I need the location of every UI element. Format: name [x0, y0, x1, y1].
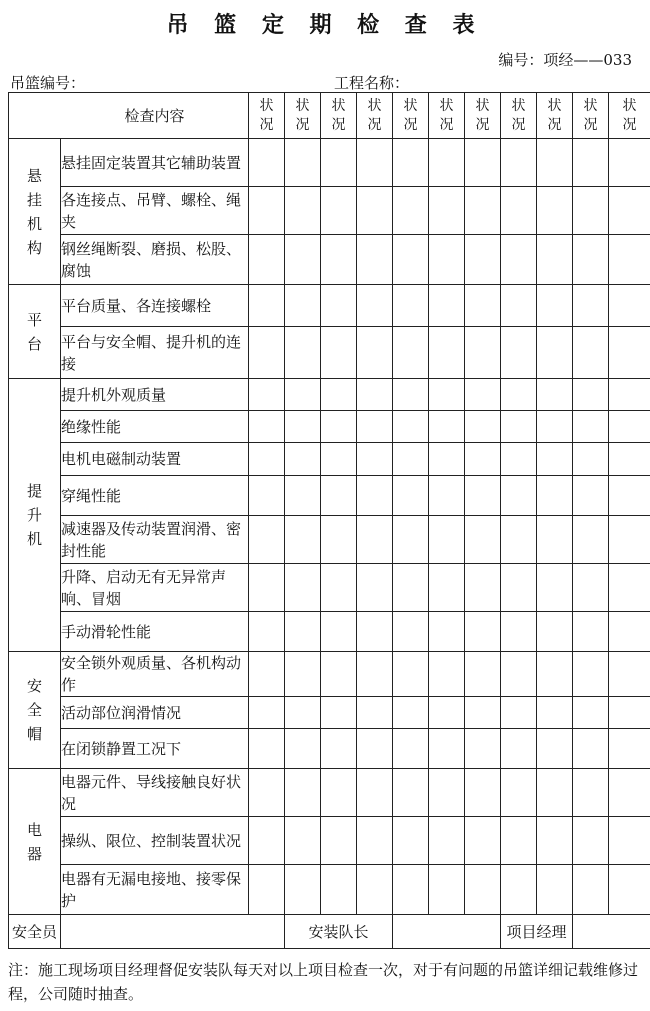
table-row: [9, 564, 650, 612]
status-header-label: 状 况: [547, 97, 562, 133]
status-cell[interactable]: [465, 443, 501, 476]
basket-number-label: 吊篮编号：: [10, 74, 86, 92]
status-cell[interactable]: [357, 564, 393, 612]
status-cell[interactable]: [537, 729, 573, 769]
safety-officer-label: 安全员: [9, 915, 61, 949]
status-cell[interactable]: [249, 139, 285, 187]
status-cell[interactable]: [429, 476, 465, 516]
project-manager-signature[interactable]: [573, 915, 650, 949]
status-cell[interactable]: [285, 612, 321, 652]
status-cell[interactable]: [393, 285, 429, 327]
status-cell[interactable]: [393, 865, 429, 915]
status-cell[interactable]: [393, 612, 429, 652]
status-cell[interactable]: [573, 139, 609, 187]
table-row: [9, 697, 650, 729]
status-cell[interactable]: [465, 769, 501, 817]
status-cell[interactable]: [357, 187, 393, 235]
status-cell[interactable]: [429, 564, 465, 612]
status-cell[interactable]: [537, 769, 573, 817]
table-row: [9, 865, 650, 915]
status-header-cell: [537, 93, 573, 139]
status-cell[interactable]: [393, 379, 429, 411]
table-row: [9, 187, 650, 235]
status-cell[interactable]: [465, 139, 501, 187]
status-cell[interactable]: [465, 187, 501, 235]
status-cell[interactable]: [429, 235, 465, 285]
status-cell[interactable]: [393, 697, 429, 729]
status-cell[interactable]: [285, 443, 321, 476]
check-item: 手动滑轮性能: [61, 612, 249, 652]
status-cell[interactable]: [249, 285, 285, 327]
status-cell[interactable]: [249, 769, 285, 817]
status-cell[interactable]: [321, 612, 357, 652]
category-label: 安全帽: [26, 677, 42, 743]
status-cell[interactable]: [573, 865, 609, 915]
status-cell[interactable]: [609, 327, 650, 379]
status-cell[interactable]: [609, 285, 650, 327]
status-cell[interactable]: [429, 817, 465, 865]
category-label: 提升机: [26, 482, 42, 548]
status-cell[interactable]: [537, 139, 573, 187]
status-cell[interactable]: [537, 564, 573, 612]
check-item: 活动部位润滑情况: [61, 697, 249, 729]
status-cell[interactable]: [393, 817, 429, 865]
status-cell[interactable]: [429, 697, 465, 729]
status-cell[interactable]: [357, 327, 393, 379]
status-cell[interactable]: [249, 443, 285, 476]
status-cell[interactable]: [501, 865, 537, 915]
status-cell[interactable]: [321, 564, 357, 612]
status-cell[interactable]: [501, 817, 537, 865]
status-cell[interactable]: [321, 697, 357, 729]
status-cell[interactable]: [609, 769, 650, 817]
status-cell[interactable]: [537, 516, 573, 564]
install-captain-label: 安装队长: [285, 915, 393, 949]
status-cell[interactable]: [285, 516, 321, 564]
status-cell[interactable]: [609, 817, 650, 865]
table-row: [9, 769, 650, 817]
serial-number: 编号：项经——033: [498, 51, 632, 69]
status-cell[interactable]: [465, 564, 501, 612]
status-cell[interactable]: [321, 769, 357, 817]
status-cell[interactable]: [429, 379, 465, 411]
status-cell[interactable]: [537, 187, 573, 235]
status-cell[interactable]: [573, 769, 609, 817]
status-cell[interactable]: [429, 729, 465, 769]
status-cell[interactable]: [537, 443, 573, 476]
status-header-cell: [465, 93, 501, 139]
check-item: 安全锁外观质量、各机构动作: [61, 652, 249, 697]
check-item: 平台质量、各连接螺栓: [61, 285, 249, 327]
status-cell[interactable]: [501, 612, 537, 652]
status-cell[interactable]: [321, 379, 357, 411]
check-item: 电机电磁制动装置: [61, 443, 249, 476]
status-cell[interactable]: [465, 516, 501, 564]
status-cell[interactable]: [357, 235, 393, 285]
status-cell[interactable]: [465, 285, 501, 327]
status-header-label: 状 况: [622, 97, 637, 133]
status-cell[interactable]: [609, 443, 650, 476]
status-cell[interactable]: [321, 285, 357, 327]
status-header-cell: [573, 93, 609, 139]
status-header-cell: [249, 93, 285, 139]
status-cell[interactable]: [573, 327, 609, 379]
status-cell[interactable]: [249, 865, 285, 915]
category-cell: [9, 139, 61, 285]
status-cell[interactable]: [573, 516, 609, 564]
status-cell[interactable]: [609, 652, 650, 697]
status-cell[interactable]: [501, 729, 537, 769]
status-cell[interactable]: [537, 697, 573, 729]
status-cell[interactable]: [357, 139, 393, 187]
status-cell[interactable]: [321, 187, 357, 235]
status-header-label: 状 况: [367, 97, 382, 133]
status-cell[interactable]: [321, 235, 357, 285]
status-cell[interactable]: [393, 187, 429, 235]
status-cell[interactable]: [249, 327, 285, 379]
status-cell[interactable]: [465, 729, 501, 769]
status-cell[interactable]: [285, 697, 321, 729]
category-cell: [9, 769, 61, 915]
status-cell[interactable]: [357, 476, 393, 516]
status-cell[interactable]: [249, 817, 285, 865]
status-cell[interactable]: [537, 327, 573, 379]
status-cell[interactable]: [537, 285, 573, 327]
status-cell[interactable]: [429, 285, 465, 327]
status-cell[interactable]: [393, 476, 429, 516]
status-cell[interactable]: [357, 697, 393, 729]
status-cell[interactable]: [573, 235, 609, 285]
status-cell[interactable]: [573, 564, 609, 612]
status-cell[interactable]: [429, 652, 465, 697]
status-cell[interactable]: [393, 516, 429, 564]
status-cell[interactable]: [393, 235, 429, 285]
category-cell: [9, 379, 61, 652]
project-manager-label: 项目经理: [501, 915, 573, 949]
status-cell[interactable]: [321, 327, 357, 379]
status-cell[interactable]: [393, 139, 429, 187]
status-cell[interactable]: [321, 729, 357, 769]
status-cell[interactable]: [501, 411, 537, 443]
table-row: [9, 411, 650, 443]
table-row: [9, 235, 650, 285]
table-row: [9, 476, 650, 516]
form-title: 吊 篮 定 期 检 查 表: [166, 12, 484, 38]
status-cell[interactable]: [465, 865, 501, 915]
status-cell[interactable]: [501, 139, 537, 187]
check-item: 升降、启动无有无异常声响、冒烟: [61, 564, 249, 612]
status-cell[interactable]: [249, 612, 285, 652]
status-cell[interactable]: [573, 612, 609, 652]
status-cell[interactable]: [609, 612, 650, 652]
status-cell[interactable]: [357, 865, 393, 915]
status-cell[interactable]: [285, 327, 321, 379]
check-item: 减速器及传动装置润滑、密封性能: [61, 516, 249, 564]
footnote: 注：施工现场项目经理督促安装队每天对以上项目检查一次，对于有问题的吊篮详细记载维修过程，公司随时抽查。: [8, 961, 639, 1003]
status-cell[interactable]: [609, 187, 650, 235]
status-cell[interactable]: [357, 769, 393, 817]
status-cell[interactable]: [357, 817, 393, 865]
status-cell[interactable]: [393, 729, 429, 769]
table-row: [9, 516, 650, 564]
status-cell[interactable]: [285, 379, 321, 411]
status-cell[interactable]: [573, 729, 609, 769]
status-cell[interactable]: [357, 411, 393, 443]
status-cell[interactable]: [501, 697, 537, 729]
check-item: 悬挂固定装置其它辅助装置: [61, 139, 249, 187]
status-cell[interactable]: [357, 612, 393, 652]
status-cell[interactable]: [429, 612, 465, 652]
status-cell[interactable]: [357, 379, 393, 411]
status-cell[interactable]: [429, 139, 465, 187]
status-header-cell: [321, 93, 357, 139]
status-cell[interactable]: [573, 652, 609, 697]
status-cell[interactable]: [249, 235, 285, 285]
status-cell[interactable]: [501, 443, 537, 476]
status-cell[interactable]: [285, 769, 321, 817]
status-cell[interactable]: [393, 327, 429, 379]
status-header-cell: [429, 93, 465, 139]
status-cell[interactable]: [357, 516, 393, 564]
status-cell[interactable]: [321, 865, 357, 915]
status-header-cell: [393, 93, 429, 139]
status-cell[interactable]: [249, 652, 285, 697]
status-cell[interactable]: [429, 516, 465, 564]
category-cell: [9, 285, 61, 379]
status-cell[interactable]: [501, 327, 537, 379]
status-cell[interactable]: [285, 652, 321, 697]
status-cell[interactable]: [321, 516, 357, 564]
status-cell[interactable]: [285, 865, 321, 915]
status-cell[interactable]: [537, 652, 573, 697]
status-cell[interactable]: [573, 411, 609, 443]
status-cell[interactable]: [501, 187, 537, 235]
table-row: [9, 139, 650, 187]
check-item: 电器有无漏电接地、接零保护: [61, 865, 249, 915]
status-cell[interactable]: [249, 697, 285, 729]
status-cell[interactable]: [249, 379, 285, 411]
table-row: [9, 612, 650, 652]
status-cell[interactable]: [465, 817, 501, 865]
status-cell[interactable]: [609, 564, 650, 612]
status-cell[interactable]: [321, 443, 357, 476]
category-label: 电器: [26, 820, 42, 863]
table-row: [9, 652, 650, 697]
status-cell[interactable]: [249, 411, 285, 443]
status-cell[interactable]: [249, 187, 285, 235]
header-row: [9, 93, 650, 139]
status-cell[interactable]: [537, 865, 573, 915]
status-cell[interactable]: [393, 443, 429, 476]
check-item: 绝缘性能: [61, 411, 249, 443]
status-cell[interactable]: [357, 443, 393, 476]
check-item: 钢丝绳断裂、磨损、松股、腐蚀: [61, 235, 249, 285]
status-cell[interactable]: [609, 729, 650, 769]
status-header-cell: [285, 93, 321, 139]
status-cell[interactable]: [285, 285, 321, 327]
status-header-cell: [609, 93, 650, 139]
status-cell[interactable]: [501, 769, 537, 817]
safety-officer-signature[interactable]: [61, 915, 285, 949]
status-cell[interactable]: [249, 729, 285, 769]
status-cell[interactable]: [321, 139, 357, 187]
status-cell[interactable]: [429, 769, 465, 817]
status-cell[interactable]: [429, 327, 465, 379]
status-cell[interactable]: [537, 817, 573, 865]
status-cell[interactable]: [285, 817, 321, 865]
status-cell[interactable]: [285, 139, 321, 187]
status-cell[interactable]: [609, 697, 650, 729]
status-header-label: 状 况: [295, 97, 310, 133]
check-item: 穿绳性能: [61, 476, 249, 516]
status-cell[interactable]: [501, 379, 537, 411]
status-cell[interactable]: [537, 612, 573, 652]
status-cell[interactable]: [465, 612, 501, 652]
status-cell[interactable]: [393, 411, 429, 443]
status-header-label: 状 况: [475, 97, 490, 133]
check-item: 电器元件、导线接触良好状况: [61, 769, 249, 817]
inspection-table: [8, 92, 650, 949]
status-cell[interactable]: [609, 516, 650, 564]
status-cell[interactable]: [285, 729, 321, 769]
content-header: 检查内容: [124, 107, 185, 125]
status-cell[interactable]: [465, 379, 501, 411]
status-cell[interactable]: [465, 235, 501, 285]
status-header-cell: [501, 93, 537, 139]
status-header-label: 状 况: [403, 97, 418, 133]
status-cell[interactable]: [393, 564, 429, 612]
category-cell: [9, 652, 61, 769]
status-cell[interactable]: [429, 865, 465, 915]
status-cell[interactable]: [429, 411, 465, 443]
check-item: 操纵、限位、控制装置状况: [61, 817, 249, 865]
status-cell[interactable]: [537, 235, 573, 285]
status-cell[interactable]: [465, 411, 501, 443]
table-row: [9, 729, 650, 769]
status-cell[interactable]: [501, 516, 537, 564]
status-cell[interactable]: [609, 235, 650, 285]
status-header-label: 状 况: [259, 97, 274, 133]
status-cell[interactable]: [357, 285, 393, 327]
status-cell[interactable]: [609, 411, 650, 443]
table-row: [9, 285, 650, 327]
status-cell[interactable]: [573, 476, 609, 516]
status-cell[interactable]: [321, 476, 357, 516]
install-captain-signature[interactable]: [393, 915, 501, 949]
status-cell[interactable]: [537, 411, 573, 443]
status-cell[interactable]: [285, 476, 321, 516]
status-header-label: 状 况: [331, 97, 346, 133]
check-item: 提升机外观质量: [61, 379, 249, 411]
status-cell[interactable]: [429, 443, 465, 476]
status-cell[interactable]: [249, 564, 285, 612]
status-cell[interactable]: [501, 235, 537, 285]
table-row: [9, 327, 650, 379]
status-cell[interactable]: [285, 187, 321, 235]
status-cell[interactable]: [249, 516, 285, 564]
check-item: 平台与安全帽、提升机的连接: [61, 327, 249, 379]
status-cell[interactable]: [573, 697, 609, 729]
status-cell[interactable]: [321, 411, 357, 443]
status-header-cell: [357, 93, 393, 139]
status-cell[interactable]: [537, 379, 573, 411]
signature-row: [9, 915, 650, 949]
status-cell[interactable]: [573, 817, 609, 865]
status-header-label: 状 况: [439, 97, 454, 133]
status-cell[interactable]: [285, 235, 321, 285]
status-header-label: 状 况: [511, 97, 526, 133]
status-cell[interactable]: [573, 443, 609, 476]
status-cell[interactable]: [321, 817, 357, 865]
status-cell[interactable]: [609, 139, 650, 187]
status-cell[interactable]: [573, 285, 609, 327]
check-item: 在闭锁静置工况下: [61, 729, 249, 769]
table-row: [9, 379, 650, 411]
project-name-label: 工程名称：: [334, 74, 410, 92]
status-cell[interactable]: [465, 697, 501, 729]
status-cell[interactable]: [465, 327, 501, 379]
status-cell[interactable]: [465, 476, 501, 516]
status-cell[interactable]: [465, 652, 501, 697]
status-cell[interactable]: [285, 564, 321, 612]
status-cell[interactable]: [573, 379, 609, 411]
status-cell[interactable]: [321, 652, 357, 697]
check-item: 各连接点、吊臂、螺栓、绳夹: [61, 187, 249, 235]
category-label: 悬挂机构: [26, 166, 42, 257]
status-cell[interactable]: [609, 476, 650, 516]
status-cell[interactable]: [501, 285, 537, 327]
status-cell[interactable]: [609, 379, 650, 411]
status-header-label: 状 况: [583, 97, 598, 133]
status-cell[interactable]: [609, 865, 650, 915]
category-label: 平台: [26, 310, 42, 353]
status-cell[interactable]: [501, 476, 537, 516]
status-cell[interactable]: [357, 729, 393, 769]
table-row: [9, 443, 650, 476]
status-cell[interactable]: [573, 187, 609, 235]
status-cell[interactable]: [537, 476, 573, 516]
status-cell[interactable]: [393, 652, 429, 697]
status-cell[interactable]: [285, 411, 321, 443]
status-cell[interactable]: [501, 652, 537, 697]
table-row: [9, 817, 650, 865]
status-cell[interactable]: [357, 652, 393, 697]
status-cell[interactable]: [249, 476, 285, 516]
status-cell[interactable]: [501, 564, 537, 612]
status-cell[interactable]: [393, 769, 429, 817]
status-cell[interactable]: [429, 187, 465, 235]
